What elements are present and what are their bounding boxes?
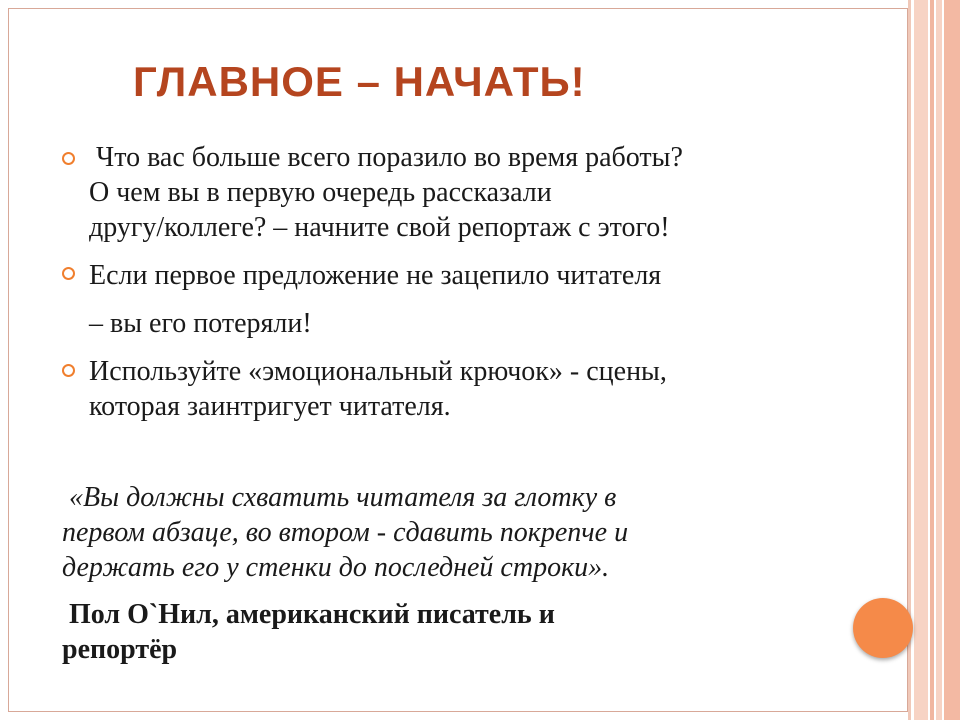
bullet-2-line-1: Если первое предложение не зацепило читателя xyxy=(89,260,662,291)
slide-title: ГЛАВНОЕ – НАЧАТЬ! xyxy=(133,58,586,105)
author-line-2: репортёр xyxy=(62,634,178,665)
bullet-3-line-2: которая заинтригует читателя. xyxy=(89,391,451,422)
bullet-1-line-1: Что вас больше всего поразило во время работы? xyxy=(89,142,683,173)
decorative-circle-icon xyxy=(853,598,913,658)
bullet-1-text xyxy=(89,140,683,245)
bullet-3-text xyxy=(89,354,667,424)
bullet-2-text xyxy=(89,258,661,293)
author-line-1: Пол О`Нил, американский писатель и xyxy=(62,599,555,630)
stripe xyxy=(944,0,960,720)
bullet-1-line-3: другу/коллеге? – начните свой репортаж с этого! xyxy=(89,212,670,243)
stripe xyxy=(930,0,934,720)
bullet-3-line-1: Используйте «эмоциональный крючок» - сцены, xyxy=(89,356,667,387)
bullet-marker-icon xyxy=(62,267,75,280)
quote-line-2: первом абзаце, во втором - сдавить покрепче и xyxy=(62,517,629,548)
bullet-2-line-2: – вы его потеряли! xyxy=(89,308,312,339)
quote-text xyxy=(62,480,822,585)
bullet-marker-icon xyxy=(62,152,75,165)
decorative-stripes xyxy=(908,0,960,720)
quote-line-3: держать его у стенки до последней строки». xyxy=(62,552,610,583)
bullet-marker-icon xyxy=(62,364,75,377)
quote-author xyxy=(62,597,782,667)
stripe xyxy=(936,0,942,720)
quote-line-1: «Вы должны схватить читателя за глотку в xyxy=(62,482,617,513)
bullet-2-continuation xyxy=(89,306,312,341)
stripe xyxy=(914,0,928,720)
bullet-1-line-2: О чем вы в первую очередь рассказали xyxy=(89,177,552,208)
